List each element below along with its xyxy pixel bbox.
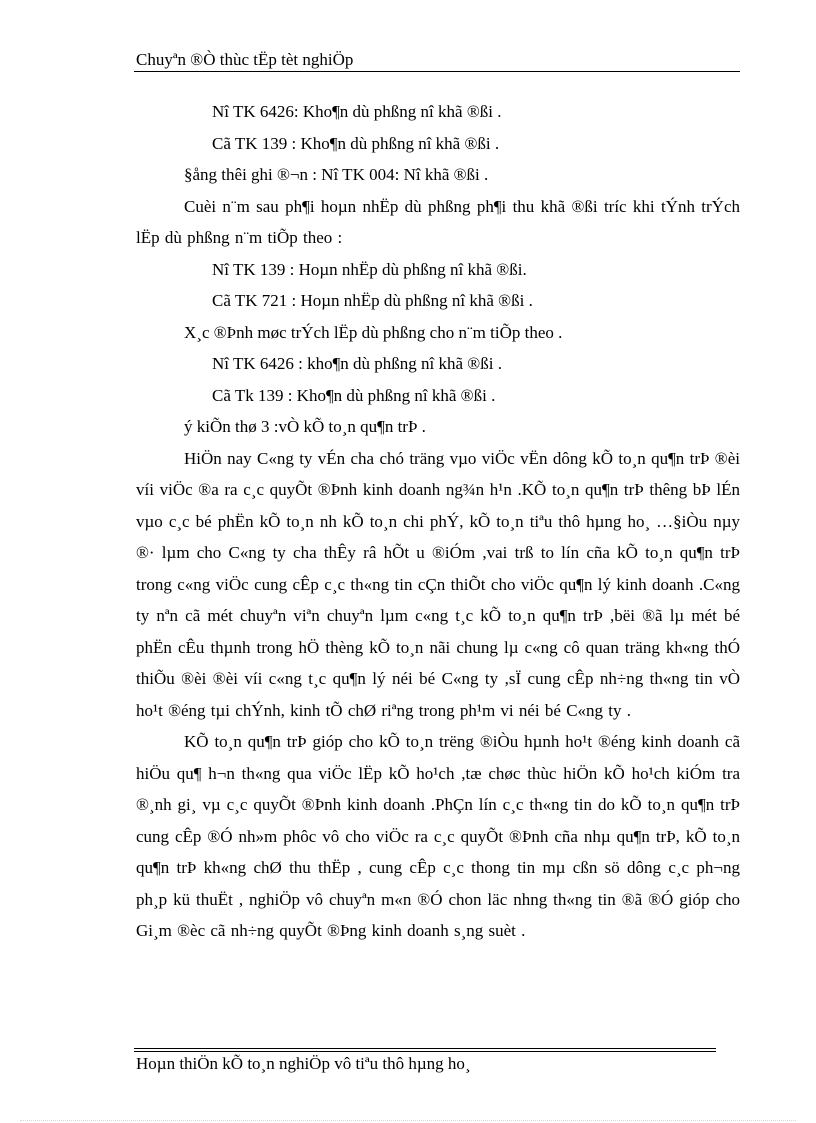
document-body xyxy=(136,96,740,947)
entry-line: Cã TK 721 : Hoµn nhËp dù phßng nî khã ®ßi . xyxy=(212,291,533,310)
entry-line: Nî TK 6426 : kho¶n dù phßng nî khã ®ßi . xyxy=(212,354,502,373)
page-footer-title: Hoµn thiÖn kÕ to¸n nghiÖp vô tiªu thô hµng ho¸ xyxy=(136,1054,471,1073)
entry-line: X¸c ®Þnh møc trÝch lËp dù phßng cho n¨m tiÕp theo . xyxy=(184,322,563,342)
entry-line: Cã Tk 139 : Kho¶n dù phßng nî khã ®ßi . xyxy=(212,385,496,405)
page-header-title: Chuyªn ®Ò thùc tËp tèt nghiÖp xyxy=(136,50,354,69)
entry-line: §ång thêi ghi ®¬n : Nî TK 004: Nî khã ®ßi . xyxy=(184,165,489,184)
entry-line: Nî TK 6426: Kho¶n dù phßng nî khã ®ßi . xyxy=(212,102,502,121)
page-edge-divider xyxy=(20,1120,796,1121)
paragraph: HiÖn nay C«ng ty vÉn cha chó träng vµo viÖc vËn dông kÕ to¸n qu¶n trÞ ®èi víi viÖc ®a ra c¸c quyÕt ®Þnh kinh doanh ng¾n h¹n .KÕ to¸n qu¶n trÞ thêng bÞ lÉn vµo c¸c bé phËn kÕ to¸n nh kÕ to¸n chi phÝ, kÕ to¸n tiªu thô hµng ho¸ …§iÒu nµy ®· lµm cho C«ng ty cha thÊy râ hÕt u ®iÓm ,vai trß to lín cña kÕ to¸n qu¶n trÞ trong c«ng viÖc cung cÊp c¸c th«ng tin cÇn thiÕt cho viÖc qu¶n lý kinh doanh .C«ng ty nªn cã mét chuyªn viªn chuyªn lµm c«ng t¸c kÕ to¸n qu¶n trÞ ,bëi ®ã lµ mét bé phËn cÊu thµnh trong hÖ thèng kÕ to¸n nãi chung lµ c«ng cô quan träng kh«ng thÓ thiÕu ®èi ®èi víi c«ng t¸c qu¶n lý néi bé C«ng ty ,sÏ cung cÊp nh÷ng th«ng tin vÒ ho¹t ®éng tµi chÝnh, kinh tÕ chØ riªng trong ph¹m vi néi bé C«ng ty . xyxy=(136,448,740,720)
header-divider xyxy=(134,71,740,72)
section-heading: ý kiÕn thø 3 :vÒ kÕ to¸n qu¶n trÞ . xyxy=(184,417,426,436)
footer-divider-thin xyxy=(134,1048,716,1049)
paragraph: Cuèi n¨m sau ph¶i hoµn nhËp dù phßng ph¶i thu khã ®ßi tríc khi tÝnh trÝch lËp dù phßng n¨m tiÕp theo : xyxy=(136,196,740,247)
footer-divider-thick xyxy=(134,1051,716,1052)
entry-line: Cã TK 139 : Kho¶n dù phßng nî khã ®ßi . xyxy=(212,133,500,153)
entry-line: Nî TK 139 : Hoµn nhËp dù phßng nî khã ®ßi. xyxy=(212,259,527,279)
paragraph: KÕ to¸n qu¶n trÞ gióp cho kÕ to¸n trëng ®iÒu hµnh ho¹t ®éng kinh doanh cã hiÖu qu¶ h¬n th«ng qua viÖc lËp kÕ ho¹ch ,tæ chøc thùc hiÖn kÕ ho¹ch kiÓm tra ®¸nh gi¸ vµ c¸c quyÕt ®Þnh kinh doanh .PhÇn lín c¸c th«ng tin do kÕ to¸n qu¶n trÞ cung cÊp ®Ó nh»m phôc vô cho viÖc ra c¸c quyÕt ®Þnh cña nhµ qu¶n trÞ, kÕ to¸n qu¶n trÞ kh«ng chØ thu thËp , cung cÊp c¸c thong tin mµ cßn sö dông c¸c ph¬ng ph¸p kü thuËt , nghiÖp vô chuyªn m«n ®Ó chon läc nhng th«ng tin ®ã ®Ó gióp cho Gi¸m ®èc cã nh÷ng quyÕt ®Þng kinh doanh s¸ng suèt . xyxy=(136,732,740,940)
